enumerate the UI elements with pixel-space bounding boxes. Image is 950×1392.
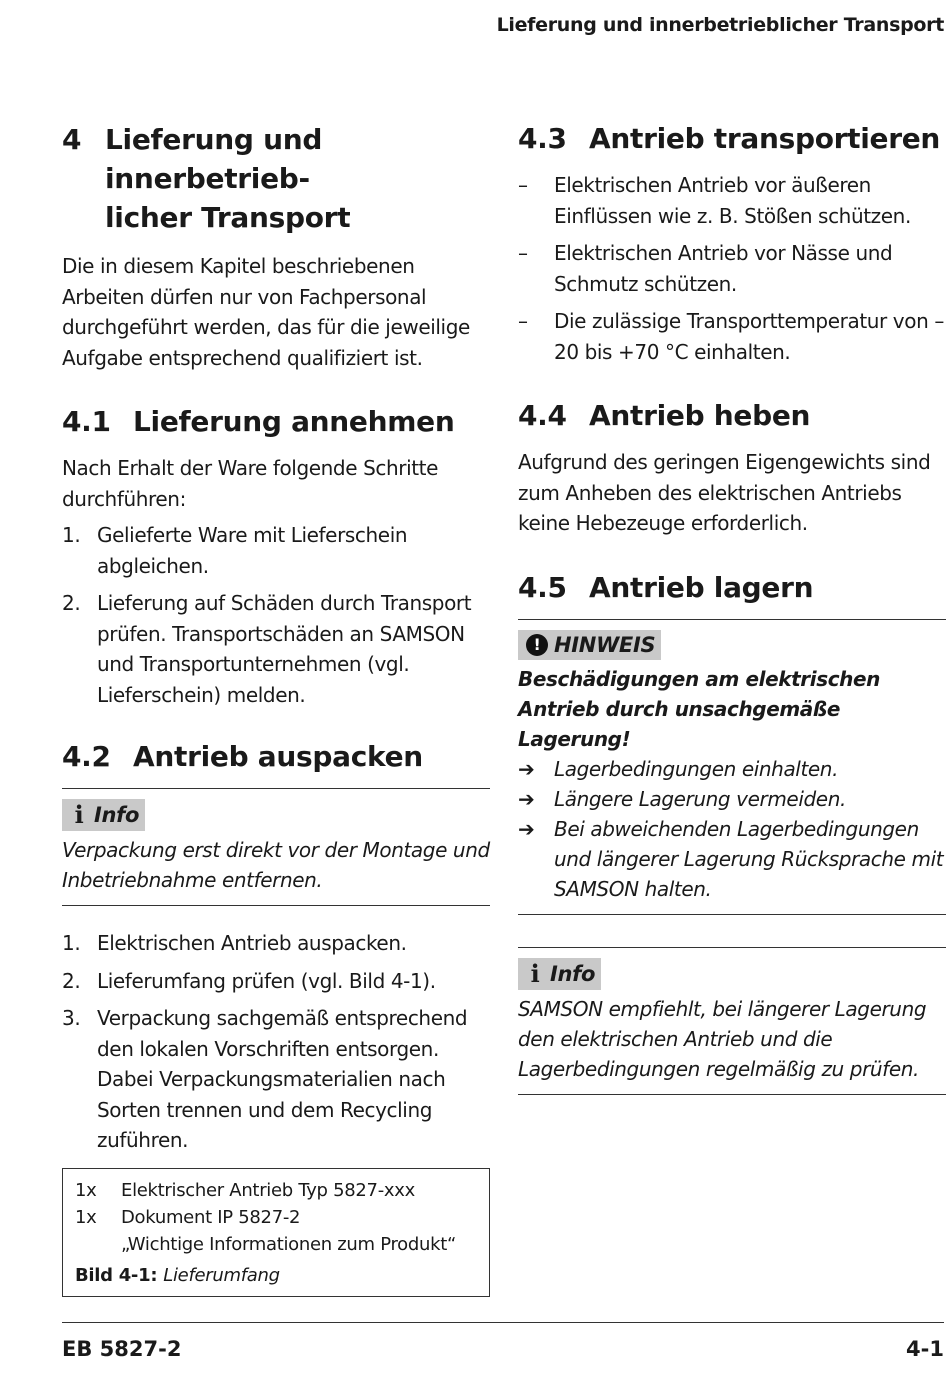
- list-item: 3. Verpackung sachgemäß entsprechend den lokalen Vorschriften entsorgen. Dabei Verpackungsmaterialien nach Sorten trennen und dem Recycling zuführen.: [62, 1006, 468, 1152]
- figure-item: 1x Dokument IP 5827-2: [75, 1206, 301, 1228]
- section-heading-4-2: 4.2 Antrieb auspacken: [62, 740, 423, 773]
- exclamation-icon: !: [526, 634, 548, 656]
- figure-item: 1x Elektrischer Antrieb Typ 5827-xxx: [75, 1179, 415, 1201]
- hinweis-actions: [518, 754, 946, 904]
- arrow-icon: ➔: [518, 786, 535, 811]
- chapter-number: 4: [62, 123, 82, 156]
- left-column: [62, 120, 490, 1297]
- list-item: ➔ Lagerbedingungen einhalten.: [518, 754, 946, 784]
- figure-item: „Wichtige Informationen zum Produkt“: [121, 1233, 456, 1255]
- list-item: 2. Lieferumfang prüfen (vgl. Bild 4-1).: [62, 968, 436, 993]
- footer-page-number: 4-1: [906, 1337, 944, 1361]
- info-icon: i: [530, 958, 540, 988]
- arrow-icon: ➔: [518, 816, 535, 841]
- info-label: i Info: [518, 958, 601, 990]
- section-4-4-text: Aufgrund des geringen Eigengewichts sind zum Anheben des elektrischen Antriebs keine Hebezeuge erforderlich.: [518, 450, 931, 535]
- arrow-icon: ➔: [518, 756, 535, 781]
- info-icon: i: [74, 800, 84, 829]
- hinweis-box: [518, 619, 946, 915]
- footer-divider: [62, 1322, 944, 1323]
- hinweis-headline: Beschädigungen am elektrischen Antrieb durch unsachgemäße Lagerung!: [518, 666, 881, 751]
- footer-doc-id: EB 5827-2: [62, 1337, 182, 1361]
- section-heading-4-4: 4.4 Antrieb heben: [518, 399, 811, 432]
- hinweis-label: ! HINWEIS: [518, 630, 661, 660]
- section-heading-4-5: 4.5 Antrieb lagern: [518, 570, 814, 604]
- info-text: Verpackung erst direkt vor der Montage und Inbetriebnahme entfernen.: [62, 838, 490, 892]
- section-4-2-steps: [62, 928, 490, 1156]
- list-item: 2. Lieferung auf Schäden durch Transport prüfen. Transportschäden an SAMSON und Transportunternehmen (vgl. Lieferschein) melden.: [62, 591, 472, 707]
- section-4-1-intro: Nach Erhalt der Ware folgende Schritte durchführen:: [62, 456, 439, 511]
- list-item: 1. Gelieferte Ware mit Lieferschein abgleichen.: [62, 523, 408, 578]
- running-header: Lieferung und innerbetrieblicher Transport: [496, 14, 944, 36]
- chapter-title: Lieferung und innerbetrieb- licher Transport: [105, 123, 351, 234]
- chapter-intro: Die in diesem Kapitel beschriebenen Arbeiten dürfen nur von Fachpersonal durchgeführt werden, das für die jeweilige Aufgabe entsprechend qualifiziert ist.: [62, 254, 470, 370]
- figure-box: [62, 1168, 490, 1297]
- right-column: [518, 120, 946, 1117]
- list-item: ➔ Längere Lagerung vermeiden.: [518, 784, 946, 814]
- info-text: SAMSON empfiehlt, bei längerer Lagerung den elektrischen Antrieb und die Lagerbedingungen regelmäßig zu prüfen.: [518, 996, 927, 1081]
- figure-caption: Bild 4-1: Lieferumfang: [75, 1264, 280, 1286]
- section-4-3-bullets: [518, 170, 946, 367]
- list-item: – Die zulässige Transporttemperatur von –20 bis +70 °C einhalten.: [518, 309, 944, 364]
- info-box: [518, 947, 946, 1095]
- section-heading-4-3: 4.3 Antrieb transportieren: [518, 122, 941, 155]
- section-heading-4-1: 4.1 Lieferung annehmen: [62, 405, 455, 438]
- list-item: 1. Elektrischen Antrieb auspacken.: [62, 931, 407, 955]
- chapter-heading: [62, 120, 490, 237]
- section-4-1-steps: [62, 520, 490, 710]
- info-label: i Info: [62, 799, 145, 831]
- list-item: – Elektrischen Antrieb vor äußeren Einflüssen wie z. B. Stößen schützen.: [518, 173, 911, 228]
- info-box: [62, 788, 490, 906]
- list-item: ➔ Bei abweichenden Lagerbedingungen und längerer Lagerung Rücksprache mit SAMSON halten.: [518, 814, 946, 904]
- list-item: – Elektrischen Antrieb vor Nässe und Schmutz schützen.: [518, 241, 893, 296]
